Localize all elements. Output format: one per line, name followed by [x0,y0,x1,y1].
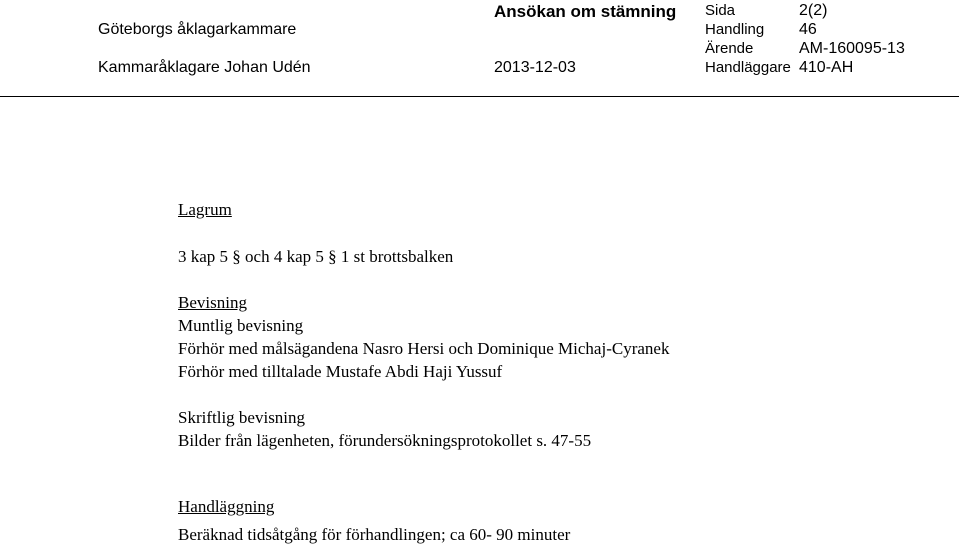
bevisning-heading: Bevisning [178,293,247,312]
handler-label: Handläggare [705,59,791,76]
handlaggning-heading: Handläggning [178,497,275,516]
lagrum-text: 3 kap 5 § och 4 kap 5 § 1 st brottsbalken [178,247,454,266]
document-value: 46 [799,21,817,38]
document-date: 2013-12-03 [494,59,576,76]
organization-name: Göteborgs åklagarkammare [98,21,297,38]
page-label: Sida [705,2,736,19]
muntlig-bevisning-heading: Muntlig bevisning [178,316,304,335]
document-title: Ansökan om stämning [494,2,677,21]
muntlig-item: Förhör med målsägandena Nasro Hersi och Dominique Michaj-Cyranek [178,339,670,358]
page-value: 2(2) [799,2,828,19]
skriftlig-item: Bilder från lägenheten, förundersökningsprotokollet s. 47-55 [178,431,592,450]
handlaggning-text: Beräknad tidsåtgång för förhandlingen; ca 60- 90 minuter [178,525,571,544]
prosecutor-name: Kammaråklagare Johan Udén [98,59,311,76]
lagrum-heading: Lagrum [178,200,232,219]
skriftlig-bevisning-heading: Skriftlig bevisning [178,408,306,427]
document-label: Handling [705,21,765,38]
muntlig-item: Förhör med tilltalade Mustafe Abdi Haji Yussuf [178,362,503,381]
header-divider [0,96,959,97]
case-value: AM-160095-13 [799,40,905,57]
case-label: Ärende [705,40,754,57]
handler-value: 410-AH [799,59,854,76]
